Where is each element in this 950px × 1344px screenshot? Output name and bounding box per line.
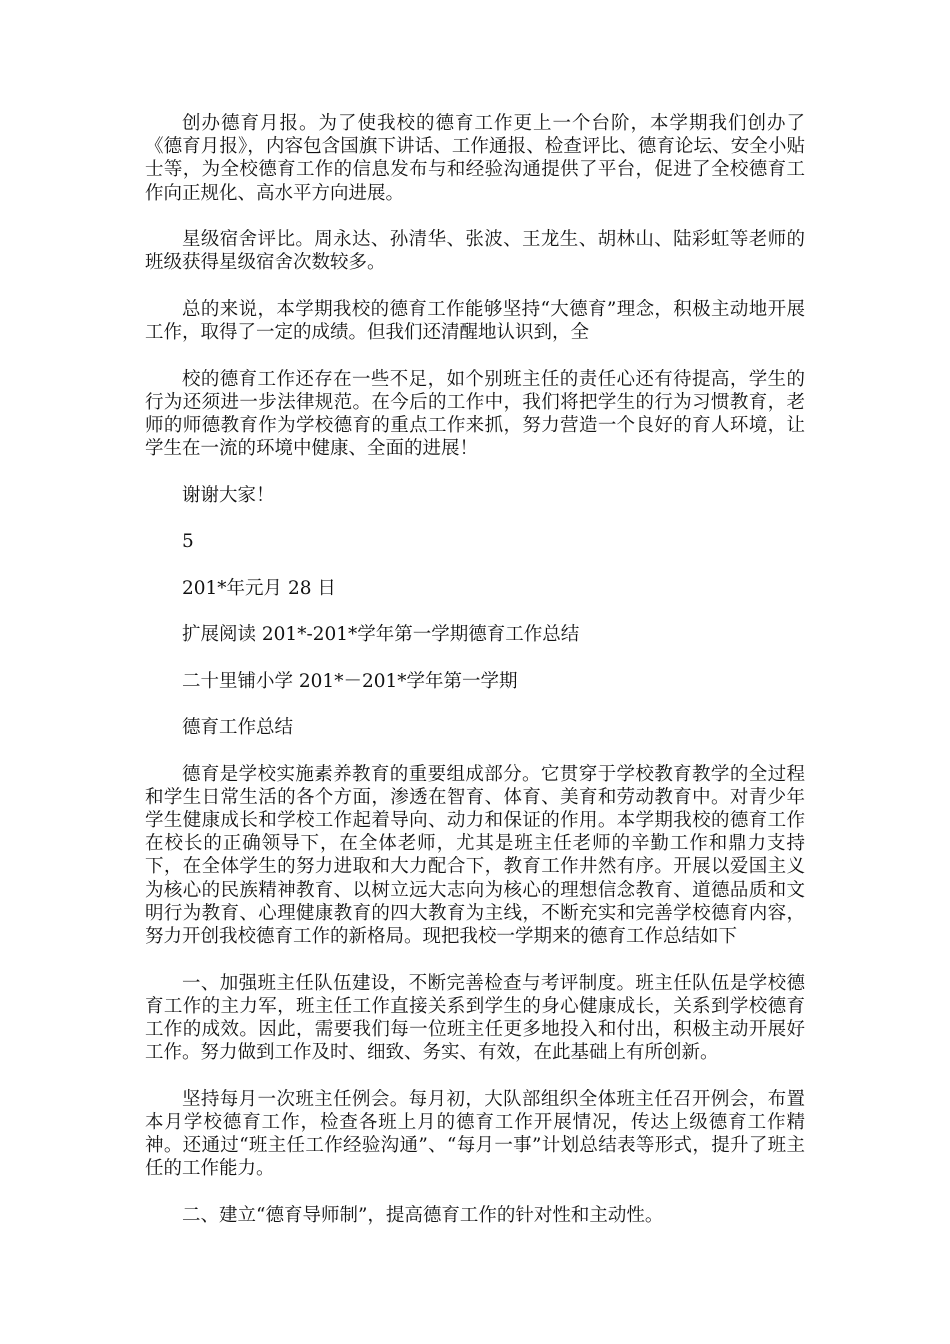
paragraph-monthly-meeting: 坚持每月一次班主任例会。每月初，大队部组织全体班主任召开例会，布置本月学校德育工作，检查各班上月的德育工作开展情况，传达上级德育工作精神。还通过“班主任工作经验沟通”、“每月一事”计划总结表等形式，提升了班主任的工作能力。 bbox=[145, 1088, 805, 1180]
paragraph-dorm-rating: 星级宿舍评比。周永达、孙清华、张波、王龙生、胡林山、陆彩虹等老师的班级获得星级宿舍次数较多。 bbox=[145, 229, 805, 274]
paragraph-thanks: 谢谢大家！ bbox=[182, 484, 275, 506]
paragraph-section-one: 一、加强班主任队伍建设，不断完善检查与考评制度。班主任队伍是学校德育工作的主力军，班主任工作直接关系到学生的身心健康成长，关系到学校德育工作的成效。因此，需要我们每一位班主任更多地投入和付出，积极主动开展好工作。努力做到工作及时、细致、务实、有效，在此基础上有所创新。 bbox=[145, 972, 805, 1064]
paragraph-shortcomings: 校的德育工作还存在一些不足，如个别班主任的责任心还有待提高，学生的行为还须进一步法律规范。在今后的工作中，我们将把学生的行为习惯教育，老师的师德教育作为学校德育的重点工作来抓，努力营造一个良好的育人环境，让学生在一流的环境中健康、全面的进展！ bbox=[145, 368, 805, 460]
paragraph-moral-education-intro: 德育是学校实施素养教育的重要组成部分。它贯穿于学校教育教学的全过程和学生日常生活的各个方面，渗透在智育、体育、美育和劳动教育中。对青少年学生健康成长和学校工作起着导向、动力和保证的作用。本学期我校的德育工作在校长的正确领导下，在全体老师，尤其是班主任老师的辛勤工作和鼎力支持下，在全体学生的努力进取和大力配合下，教育工作井然有序。开展以爱国主义为核心的民族精神教育、以树立远大志向为核心的理想信念教育、道德品质和文明行为教育、心理健康教育的四大教育为主线，不断充实和完善学校德育内容，努力开创我校德育工作的新格局。现把我校一学期来的德育工作总结如下 bbox=[145, 763, 805, 948]
document-date: 201*年元月 28 日 bbox=[182, 577, 336, 599]
school-term-heading: 二十里铺小学 201*－201*学年第一学期 bbox=[182, 670, 518, 692]
extended-reading-title: 扩展阅读 201*-201*学年第一学期德育工作总结 bbox=[182, 624, 580, 646]
document-body bbox=[145, 112, 805, 1250]
paragraph-monthly-report: 创办德育月报。为了使我校的德育工作更上一个台阶，本学期我们创办了《德育月报》，内容包含国旗下讲话、工作通报、检查评比、德育论坛、安全小贴士等，为全校德育工作的信息发布与和经验沟通提供了平台，促进了全校德育工作向正规化、高水平方向进展。 bbox=[145, 113, 805, 204]
summary-heading: 德育工作总结 bbox=[182, 717, 294, 739]
paragraph-section-two: 二、建立“德育导师制”，提高德育工作的针对性和主动性。 bbox=[182, 1204, 664, 1226]
page-number: 5 bbox=[182, 531, 194, 553]
paragraph-summary-intro: 总的来说，本学期我校的德育工作能够坚持“大德育”理念，积极主动地开展工作，取得了一定的成绩。但我们还清醒地认识到，全 bbox=[145, 298, 805, 344]
